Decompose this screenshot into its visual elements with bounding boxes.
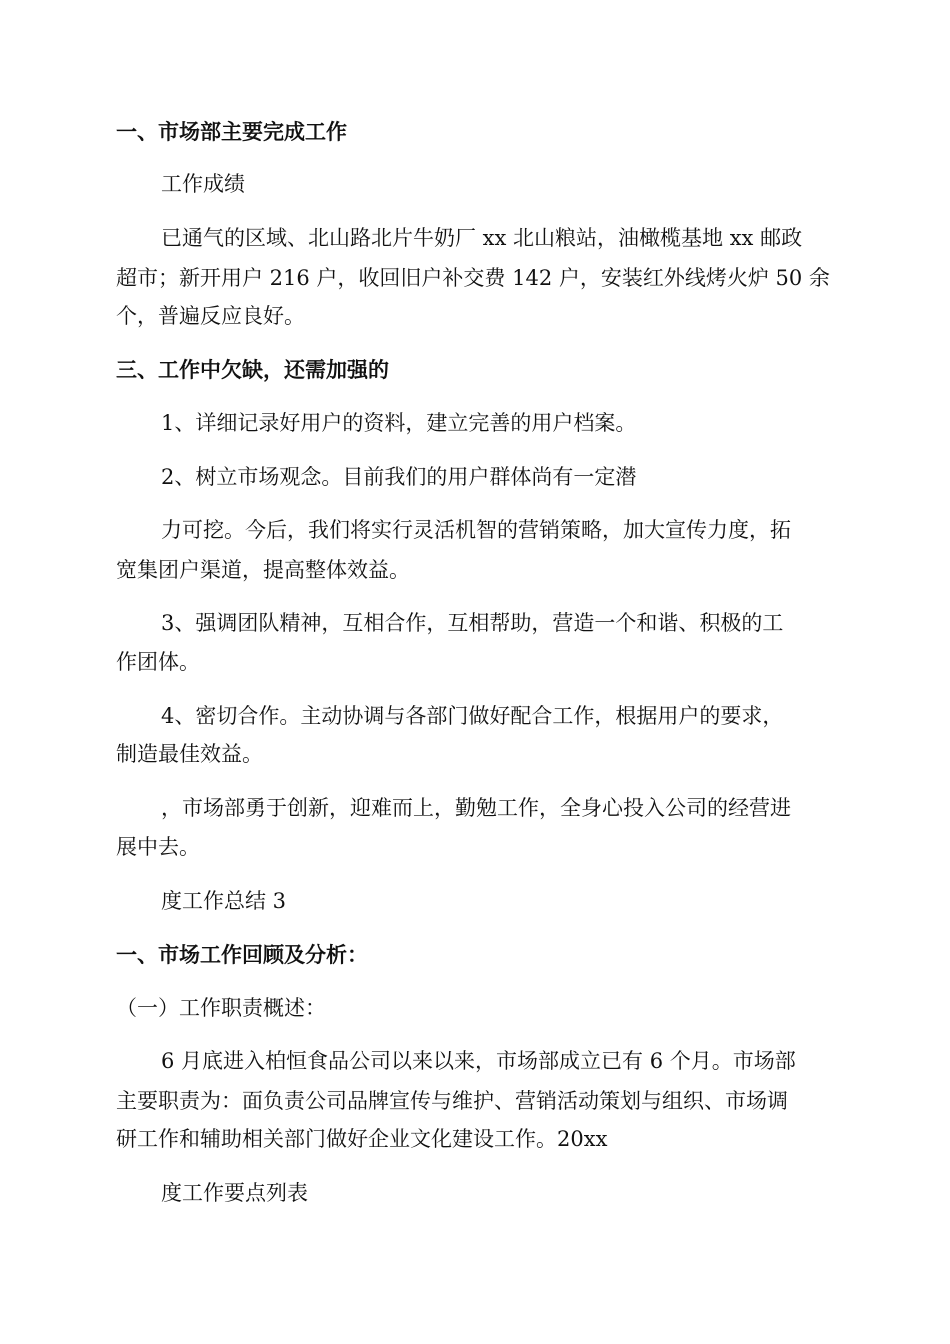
paragraph-line: 个，普遍反应良好。 — [116, 304, 305, 328]
paragraph-line: 作团体。 — [116, 650, 200, 674]
section-heading-shortcomings: 三、工作中欠缺，还需加强的 — [116, 357, 389, 382]
paragraph-line: 主要职责为：面负责公司品牌宣传与维护、营销活动策划与组织、市场调 — [116, 1089, 788, 1113]
paragraph-line: ，市场部勇于创新，迎难而上，勤勉工作，全身心投入公司的经营进 — [161, 796, 791, 820]
paragraph-line: 超市；新开用户 216 户，收回旧户补交费 142 户，安装红外线烤火炉 50 余 — [116, 266, 830, 290]
paragraph-line: 制造最佳效益。 — [116, 742, 263, 766]
paragraph-line: 已通气的区域、北山路北片牛奶厂 xx 北山粮站，油橄榄基地 xx 邮政 — [161, 226, 803, 250]
list-item-3: 3、强调团队精神，互相合作，互相帮助，营造一个和谐、积极的工 — [161, 611, 784, 635]
paragraph-line: 宽集团户渠道，提高整体效益。 — [116, 558, 410, 582]
paragraph-line: 展中去。 — [116, 835, 200, 859]
section-heading-market-review: 一、市场工作回顾及分析： — [116, 942, 368, 967]
paragraph-line: 力可挖。今后，我们将实行灵活机智的营销策略，加大宣传力度，拓 — [161, 518, 791, 542]
paragraph-line: 6 月底进入柏恒食品公司以来以来，市场部成立已有 6 个月。市场部 — [161, 1049, 796, 1073]
list-item-1: 1、详细记录好用户的资料，建立完善的用户档案。 — [161, 411, 637, 435]
subheading-work-points-list: 度工作要点列表 — [161, 1181, 308, 1205]
list-item-2: 2、树立市场观念。目前我们的用户群体尚有一定潜 — [161, 465, 637, 489]
list-item-4: 4、密切合作。主动协调与各部门做好配合工作，根据用户的要求， — [161, 704, 784, 728]
subheading-annual-summary: 度工作总结 3 — [161, 889, 287, 913]
paragraph-line: 研工作和辅助相关部门做好企业文化建设工作。20xx — [116, 1127, 608, 1151]
section-heading-market-dept-work: 一、市场部主要完成工作 — [116, 119, 347, 144]
subheading-duties-overview: （一）工作职责概述： — [116, 996, 326, 1020]
subheading-work-results: 工作成绩 — [161, 172, 245, 196]
